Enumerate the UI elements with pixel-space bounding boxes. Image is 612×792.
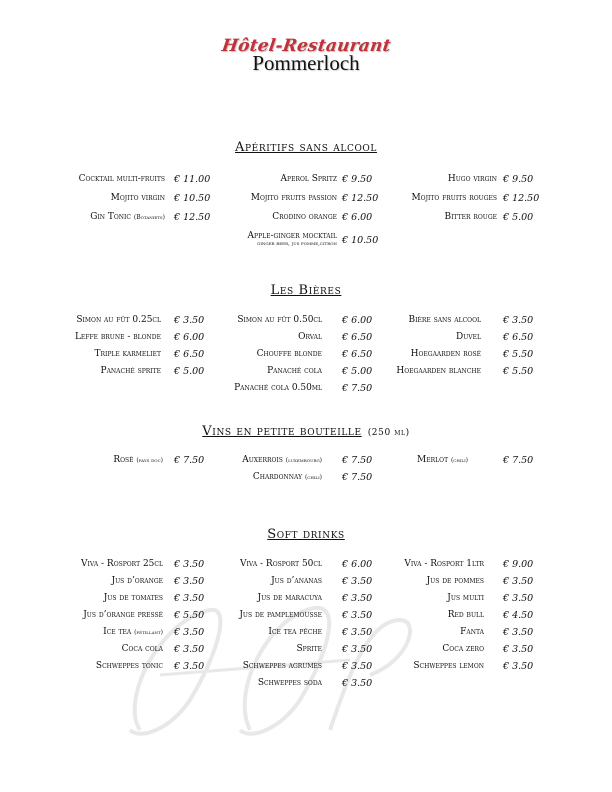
menu-item-name [297,644,322,654]
menu-item-name [448,174,497,184]
menu-item-price: € 6.00 [342,315,373,326]
menu-item-name [83,610,163,620]
menu-item-name [258,678,322,688]
restaurant-logo [0,36,612,76]
menu-item-name [104,593,163,603]
menu-item-name [96,661,163,671]
menu-item-name-text: Panaché cola [267,366,322,376]
menu-item-note: (luxembourg) [285,457,322,464]
menu-item-price: € 3.50 [503,576,534,587]
menu-item-name-text: Bitter rouge [444,212,497,222]
menu-item-name [81,559,163,569]
menu-item-note: (Botaniets) [133,214,165,221]
menu-item-name [79,174,165,184]
menu-item-name [239,610,322,620]
menu-item-name [413,661,484,671]
menu-item-name-text: Rosè [113,455,134,465]
menu-item-name-text: Hoegaarden rosé [410,349,481,359]
menu-item-price: € 12.50 [174,212,211,223]
menu-item-name [103,627,163,637]
menu-item-price: € 10.50 [174,193,211,204]
menu-item-name-text: Viva - Rosport 50cl [240,559,322,569]
menu-item-name-text: Panaché cola 0.50ml [234,383,322,393]
menu-item-name [411,349,481,359]
menu-item-name [234,383,322,393]
menu-item-name [456,332,481,342]
menu-item-name [111,193,165,203]
menu-item-name-text: Coca cola [121,644,163,654]
menu-item-price: € 7.50 [342,455,373,466]
menu-item-name-text: Gin Tonic [90,212,131,222]
menu-item-price: € 12.50 [342,193,379,204]
menu-item-price: € 5.50 [503,349,534,360]
menu-item-price: € 3.50 [503,593,534,604]
menu-item-name [271,576,322,586]
menu-item-price: € 6.50 [174,349,205,360]
menu-item-price: € 5.50 [503,366,534,377]
menu-item-name-text: Hugo virgin [447,174,497,184]
menu-item-name-text: Coca zero [442,644,484,654]
menu-item-price: € 4.50 [503,610,534,621]
menu-item-price: € 11.00 [174,174,211,185]
menu-item-name-text: Jus de maracuya [257,593,322,603]
menu-item-price: € 9.00 [503,559,534,570]
menu-item-name-text: Jus multi [447,593,484,603]
menu-item-name-text: Auxerrois [242,455,283,465]
menu-item-note: (chili) [304,474,322,481]
menu-item-name [243,661,322,671]
menu-item-price: € 5.00 [174,366,205,377]
menu-item-name-text: Jus de tomates [103,593,163,603]
menu-item-name [448,610,484,620]
menu-item-name-text: Aperol Spritz [280,174,337,184]
menu-item-name [76,315,161,325]
menu-item-note: (pays doc) [136,457,163,464]
menu-item-name [447,593,484,603]
menu-item-name [460,627,484,637]
menu-item-price: € 3.50 [174,559,205,570]
menu-item-name [248,231,337,247]
menu-item-name [444,212,497,222]
menu-item-name [94,349,161,359]
section-title-vins-text: Vins en petite bouteille [202,424,362,439]
menu-item-name [408,315,481,325]
menu-item-price: € 3.50 [174,593,205,604]
menu-item-price: € 3.50 [342,610,373,621]
menu-item-name-text: Ice tea pêche [268,627,322,637]
menu-item-price: € 12.50 [503,193,540,204]
menu-item-name-text: Schweppes tonic [95,661,163,671]
menu-item-price: € 6.50 [342,332,373,343]
menu-item-name-text: Jus de pommes [426,576,484,586]
menu-item-price: € 3.50 [342,644,373,655]
menu-item-name-text: Merlot [417,455,449,465]
menu-item-price: € 7.50 [174,455,205,466]
menu-item-name-text: Schweppes soda [257,678,322,688]
menu-item-name-text: Simon au fût 0.25cl [76,315,161,325]
menu-item-price: € 5.00 [342,366,373,377]
menu-item-name [240,559,322,569]
menu-item-name [122,644,163,654]
menu-item-name-text: Duvel [456,332,481,342]
menu-item-note: (pétillant) [134,629,163,636]
menu-item-name [442,644,484,654]
menu-item-price: € 3.50 [342,627,373,638]
menu-item-name [237,315,322,325]
menu-item-name-text: Orval [298,332,322,342]
menu-item-name-text: Viva - Rosport 25cl [81,559,163,569]
menu-item-name-text: Schweppes agrumes [242,661,322,671]
menu-item-name [298,332,322,342]
menu-item-name [258,593,323,603]
menu-item-price: € 3.50 [503,644,534,655]
menu-item-name [242,455,322,465]
menu-item-price: € 3.50 [342,678,373,689]
menu-item-name-text: Jus de pamplemousse [239,610,322,620]
menu-item-name-text: Mojito fruits rouges [411,193,497,203]
menu-item-name [427,576,484,586]
menu-item-name-text: Schweppes lemon [413,661,484,671]
menu-item-note: (chili) [450,457,468,464]
menu-item-name-text: Jus d’orange pressé [83,610,163,620]
menu-item-name-text: Mojito fruits passion [250,193,337,203]
logo-script-text: Hôtel-Restaurant [220,36,392,56]
section-title-soft-drinks: Soft drinks [267,527,345,542]
menu-item-name [253,472,322,482]
menu-item-name-text: Simon au fût 0.50cl [237,315,322,325]
menu-item-name [411,193,497,203]
menu-item-name-text: Chardonnay [252,472,303,482]
menu-item-price: € 3.50 [503,315,534,326]
menu-item-price: € 9.50 [503,174,534,185]
menu-item-name [404,559,484,569]
menu-item-price: € 7.50 [503,455,534,466]
menu-item-name [396,366,481,376]
section-title-aperitifs: Apéritifs sans alcool [235,140,377,155]
menu-item-name [281,174,337,184]
menu-item-name-text: Mojito virgin [110,193,165,203]
menu-item-price: € 3.50 [342,593,373,604]
menu-item-name-text: Fanta [460,627,484,637]
menu-item-price: € 3.50 [342,576,373,587]
menu-item-name [101,366,161,376]
menu-item-name [75,332,161,342]
menu-item-price: € 3.50 [342,661,373,672]
menu-item-note: ginger beer, jus pomme,citron [257,241,337,247]
section-title-vins [0,424,612,439]
menu-item-name-text: Jus d’orange [111,576,163,586]
menu-item-price: € 7.50 [342,472,373,483]
menu-item-name [251,193,337,203]
menu-item-name-text: Jus d’ananas [271,576,322,586]
menu-item-name [113,455,163,465]
menu-item-name-text: Viva - Rosport 1ltr [404,559,484,569]
menu-item-price: € 6.50 [503,332,534,343]
menu-item-name [267,366,322,376]
menu-item-name-text: Ice tea [103,627,132,637]
menu-item-name [112,576,164,586]
menu-item-price: € 9.50 [342,174,373,185]
menu-item-name-text: Leffe brune - blonde [74,332,161,342]
menu-item-price: € 6.50 [342,349,373,360]
menu-item-name-text: Bière sans alcool [408,315,481,325]
menu-item-name-text: Red bull [447,610,484,620]
menu-item-price: € 3.50 [174,661,205,672]
menu-item-name-text: Chouffe blonde [256,349,322,359]
menu-item-name [257,349,322,359]
menu-item-name-text: Cocktail multi-fruits [78,174,165,184]
menu-item-price: € 3.50 [174,627,205,638]
section-title-bieres: Les Bières [270,283,342,298]
menu-item-price: € 6.00 [342,212,373,223]
menu-item-price: € 6.00 [342,559,373,570]
menu-item-price: € 3.50 [174,644,205,655]
menu-item-price: € 5.00 [503,212,534,223]
section-title-vins-suffix: (250 ml) [367,428,410,438]
menu-item-price: € 3.50 [503,661,534,672]
menu-item-price: € 10.50 [342,235,379,246]
menu-item-name-text: Apple-ginger mocktail [247,231,337,241]
menu-item-price: € 6.00 [174,332,205,343]
menu-item-price: € 3.50 [503,627,534,638]
menu-item-name-text: Hoegaarden blanche [396,366,481,376]
menu-item-price: € 5.50 [174,610,205,621]
menu-item-price: € 3.50 [174,315,205,326]
menu-item-name [90,212,165,222]
menu-item-name [268,627,322,637]
menu-item-name-text: Triple karmeliet [94,349,161,359]
menu-item-price: € 3.50 [174,576,205,587]
menu-item-name [272,212,337,222]
menu-item-name-text: Crodino orange [272,212,337,222]
menu-item-name-text: Panaché sprite [100,366,161,376]
menu-item-name-text: Sprite [296,644,322,654]
logo-name-text: Pommerloch [252,51,360,75]
menu-item-name [417,455,468,465]
menu-item-price: € 7.50 [342,383,373,394]
